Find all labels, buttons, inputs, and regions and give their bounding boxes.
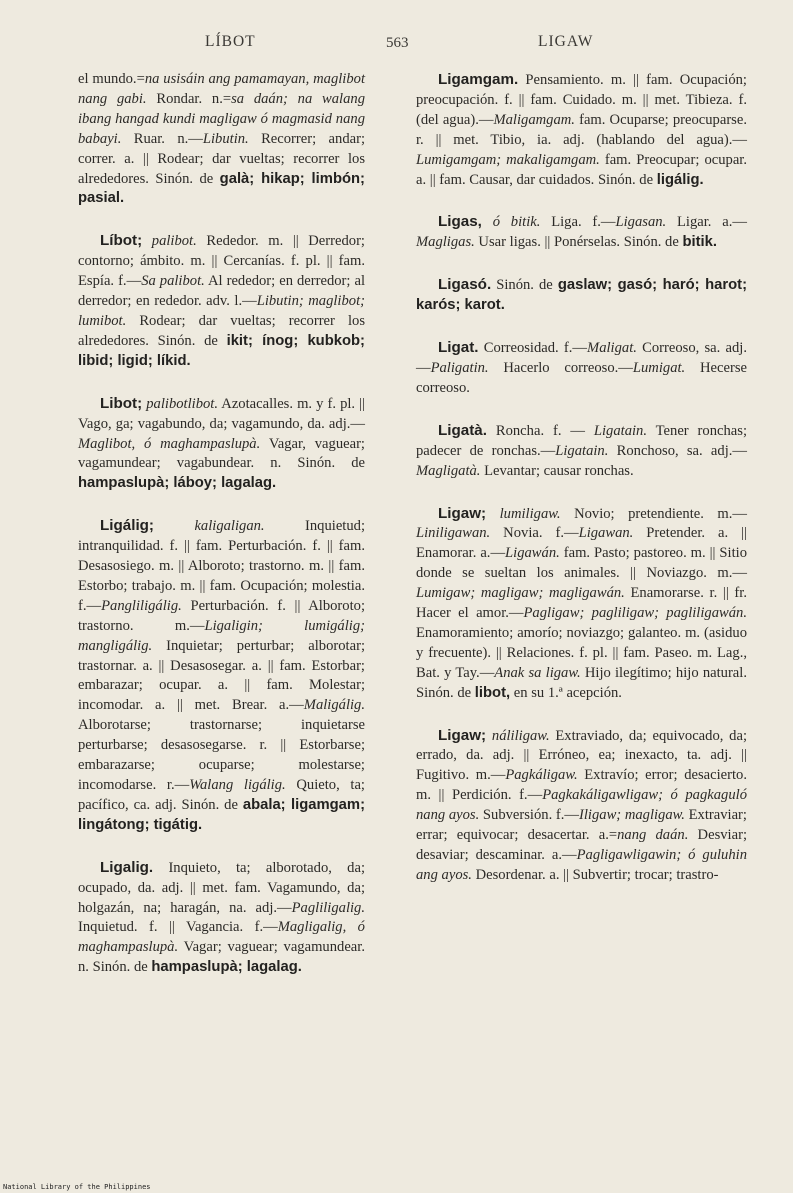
synonyms: galà; hikap; limbón; pasial.: [78, 170, 365, 207]
tagalog-form: Pagkakáligawligaw; ó pagkaguló nang ayos.: [416, 787, 747, 824]
tagalog-form: Pagligawligawin; ó guluhin ang ayos.: [416, 847, 748, 883]
tagalog-form: Magligalig, ó maghampaslupà.: [78, 919, 365, 956]
tagalog-form: Lumigaw; magligaw; magligawán.: [416, 585, 625, 602]
tagalog-form: palibot.: [151, 233, 197, 250]
synonyms: gaslaw; gasó; haró; harot; karós; karot.: [416, 277, 748, 314]
tagalog-form: kaligaligan.: [194, 518, 265, 535]
dictionary-entry: [416, 275, 747, 316]
headword: Ligalig.: [100, 858, 154, 876]
tagalog-form: Pagliligalig.: [291, 899, 365, 916]
definition-text: Rondar. n.=: [146, 90, 232, 107]
dictionary-entry: [78, 394, 365, 495]
headword: Ligat.: [438, 339, 479, 357]
headword: Ligaw;: [438, 504, 487, 522]
library-credit: National Library of the Philippines: [3, 1183, 151, 1191]
definition-text: Novio; pretendiente. m.—: [560, 505, 747, 522]
definition-text: fam. Ocuparse; preocuparse. r. || met. Tibio, ia. adj. (hablando del agua).—: [416, 111, 747, 148]
tagalog-form: Libutin; maglibot; lumibot.: [78, 293, 365, 329]
tagalog-form: Ligawan.: [578, 525, 634, 542]
left-column: [78, 70, 365, 1000]
definition-text: el mundo.=: [78, 71, 145, 87]
synonyms: libot,: [474, 684, 511, 701]
definition-text: Roncha. f. —: [495, 422, 594, 439]
tagalog-form: Ligatain.: [555, 442, 609, 459]
headword: Ligamgam.: [438, 71, 519, 88]
tagalog-form: Anak sa ligaw.: [494, 664, 581, 681]
definition-text: Inquieto, ta; alborotado, da; ocupado, da. adj. || met. fam. Vagamundo, da; holgazán, na; haragán, na. adj.—: [78, 859, 366, 916]
definition-text: Extravío; error; desacierto. m. || Perdición. f.—: [416, 767, 747, 804]
headword: Ligaw;: [438, 726, 487, 744]
tagalog-form: Ligasan.: [615, 214, 667, 231]
definition-text: Desviar; desaviar; descaminar. a.—: [416, 827, 748, 863]
headword: Libot;: [100, 394, 143, 412]
definition-text: [487, 423, 496, 439]
definition-text: Sinón. de: [496, 277, 558, 294]
definition-text: Inquietar; perturbar; alborotar; trastornar. a. || Desasosegar. a. || fam. Estorbar; embarazar; ocupar. a. || fam. Molestar; incomodar. a. || met. Brear. a.—: [78, 637, 365, 714]
tagalog-form: Liniligawan.: [416, 525, 491, 542]
definition-text: Ligar. a.—: [666, 214, 747, 231]
definition-text: Extraviar; errar; equivocar; desacertar. a.=: [416, 807, 747, 844]
definition-text: Novia. f.—: [490, 525, 579, 542]
definition-text: Usar ligas. || Ponérselas. Sinón. de: [474, 234, 683, 251]
definition-text: Ruar. n.—: [121, 130, 203, 147]
definition-text: Rededor. m. || Derredor; contorno; ámbito. m. || Cercanías. f. pl. || fam. Espía. f.—: [78, 233, 365, 290]
definition-text: Hecerse correoso.: [416, 359, 748, 396]
synonyms: ligálig.: [656, 171, 704, 188]
synonyms: abala; ligamgam; lingátong; tigátig.: [78, 796, 365, 833]
definition-text: Pretender. a. || Enamorar. a.—: [416, 525, 747, 562]
definition-text: Al rededor; en derredor; al derredor; en rededor. adv. l.—: [78, 273, 366, 310]
definition-text: Tener ronchas; padecer de ronchas.—: [416, 422, 747, 459]
headword: Ligasó.: [438, 276, 492, 294]
dictionary-entry: [416, 421, 747, 482]
definition-text: Correosidad. f.—: [483, 340, 588, 357]
tagalog-form: Paligatin.: [430, 359, 489, 376]
tagalog-form: Maligálig.: [303, 697, 365, 714]
right-column: [416, 70, 747, 908]
dictionary-entry: [416, 338, 747, 399]
definition-text: Levantar; causar ronchas.: [480, 462, 634, 479]
definition-text: Enamorarse. r. || fr. Hacer el amor.—: [416, 585, 747, 622]
dictionary-entry: [416, 726, 747, 886]
definition-text: Pensamiento. m. || fam. Ocupación; preocupación. f. || fam. Cuidado. m. || met. Tibieza. f. (del agua).—: [416, 72, 747, 128]
dictionary-entry: [416, 504, 747, 704]
tagalog-form: nang daán.: [617, 827, 689, 844]
synonyms: bitik.: [682, 234, 718, 251]
synonyms: ikit; ínog; kubkob; libid; ligid; líkid.: [78, 332, 365, 369]
definition-text: Vagar, vaguear; vagamundear; vagabundear. n. Sinón. de: [78, 435, 365, 472]
tagalog-form: palibotlibot.: [146, 395, 219, 412]
tagalog-form: Libutin.: [202, 130, 249, 147]
tagalog-form: Pagkáligaw.: [505, 767, 578, 784]
definition-text: Azotacalles. m. y f. pl. || Vago, ga; vagabundo, da; vagamundo, da. adj.—: [78, 395, 365, 432]
tagalog-form: sa daán; na walang ibang hangad kundi magligaw ó magmasid nang babayi.: [78, 90, 365, 147]
definition-text: Enamoramiento; amorío; noviazgo; galanteo. m. (asiduo y frecuente). || Relaciones. f. pl. || fam. Paseo. m. Lag., Bat. y Tay.—: [416, 624, 747, 681]
definition-text: Extraviado, da; equivocado, da; errado, da. adj. || Erróneo, ea; inexacto, ta. adj. || Fugitivo. m.—: [416, 727, 748, 784]
definition-text: en su 1.ª acepción.: [510, 684, 622, 701]
tagalog-form: Ligaligin; lumigálig; mangligálig.: [78, 617, 365, 654]
tagalog-form: Maglibot, ó maghampaslupà.: [78, 435, 261, 452]
tagalog-form: Ligatain.: [593, 422, 648, 439]
definition-text: Inquietud; intranquilidad. f. || fam. Perturbación. f. || fam. Desasosiego. m. || Alboroto; trastorno. m. || fam. Estorbo; trabajo. m. || fam. Ocupación; molestia. f.—: [78, 518, 365, 614]
definition-text: fam. Pasto; pastoreo. m. || Sitio donde se sueltan los animales. || Noviazgo. m.—: [416, 545, 747, 582]
definition-text: [153, 860, 168, 876]
definition-text: [482, 214, 493, 230]
headword: Ligas,: [438, 213, 482, 231]
definition-text: Ronchoso, sa. adj.—: [608, 442, 747, 459]
dictionary-entry: [416, 212, 747, 253]
tagalog-form: ó bitik.: [492, 214, 541, 231]
dictionary-entry: [78, 70, 365, 209]
definition-text: Liga. f.—: [540, 214, 616, 231]
definition-text: Rodear; dar vueltas; recorrer los alrededores. Sinón. de: [78, 312, 365, 349]
running-head-left: LÍBOT: [205, 33, 256, 50]
headword: Líbot;: [100, 232, 143, 250]
definition-text: Hacerlo correoso.—: [488, 359, 633, 376]
headword: Ligatà.: [438, 421, 487, 439]
tagalog-form: Sa palibot.: [141, 273, 205, 290]
definition-text: Quieto, ta; pacífico, ca. adj. Sinón. de: [78, 777, 365, 813]
page-number: 563: [386, 35, 409, 51]
definition-text: fam. Preocupar; ocupar. a. || fam. Causar, dar cuidados. Sinón. de: [416, 151, 748, 188]
tagalog-form: Ligawán.: [505, 545, 560, 562]
tagalog-form: Magligatà.: [416, 462, 481, 479]
tagalog-form: na usisáin ang pamamayan, maglibot nang gabi.: [78, 71, 366, 107]
running-head-right: LIGAW: [538, 33, 594, 50]
definition-text: Recorrer; andar; correr. a. || Rodear; dar vueltas; recorrer los alrededores. Sinón. de: [78, 130, 366, 187]
dictionary-entry: [78, 516, 365, 836]
dictionary-entry: [78, 858, 365, 978]
tagalog-form: Lumigat.: [632, 359, 686, 376]
headword: Ligálig;: [100, 517, 154, 535]
definition-text: [486, 506, 500, 522]
tagalog-form: Walang ligálig.: [189, 777, 286, 793]
tagalog-form: Lumigamgam; makaligamgam.: [416, 151, 600, 168]
definition-text: Desordenar. a. || Subvertir; trocar; trastro-: [471, 866, 719, 883]
dictionary-entry: [416, 70, 747, 190]
tagalog-form: Magligas.: [416, 234, 475, 251]
definition-text: Alborotarse; trastornarse; inquietarse perturbarse; desasosegarse. r. || Estorbarse; embarazarse; ocuparse; molestarse; incomodarse. r.—: [78, 717, 365, 793]
tagalog-form: náliligaw.: [491, 727, 550, 744]
definition-text: [154, 518, 194, 534]
definition-text: Hijo ilegítimo; hijo natural. Sinón. de: [416, 664, 747, 701]
tagalog-form: lumiligaw.: [499, 505, 561, 522]
synonyms: hampaslupà; lagalag.: [151, 959, 302, 976]
definition-text: Vagar; vaguear; vagamundear. n. Sinón. de: [78, 939, 365, 976]
tagalog-form: Maligat.: [587, 340, 637, 357]
tagalog-form: Iligaw; magligaw.: [579, 807, 685, 824]
definition-text: Inquietud. f. || Vagancia. f.—: [78, 919, 278, 936]
definition-text: Subversión. f.—: [479, 807, 579, 824]
synonyms: hampaslupà; láboy; lagalag.: [78, 475, 277, 492]
dictionary-entry: [78, 231, 365, 371]
definition-text: Correoso, sa. adj.—: [416, 340, 747, 376]
definition-text: Perturbación. f. || Alboroto; trastorno. m.—: [78, 597, 365, 634]
tagalog-form: Maligamgam.: [493, 111, 575, 128]
tagalog-form: Pagligaw; pagliligaw; pagliligawán.: [523, 605, 747, 622]
definition-text: [142, 233, 152, 249]
tagalog-form: Pangliligálig.: [101, 597, 182, 614]
